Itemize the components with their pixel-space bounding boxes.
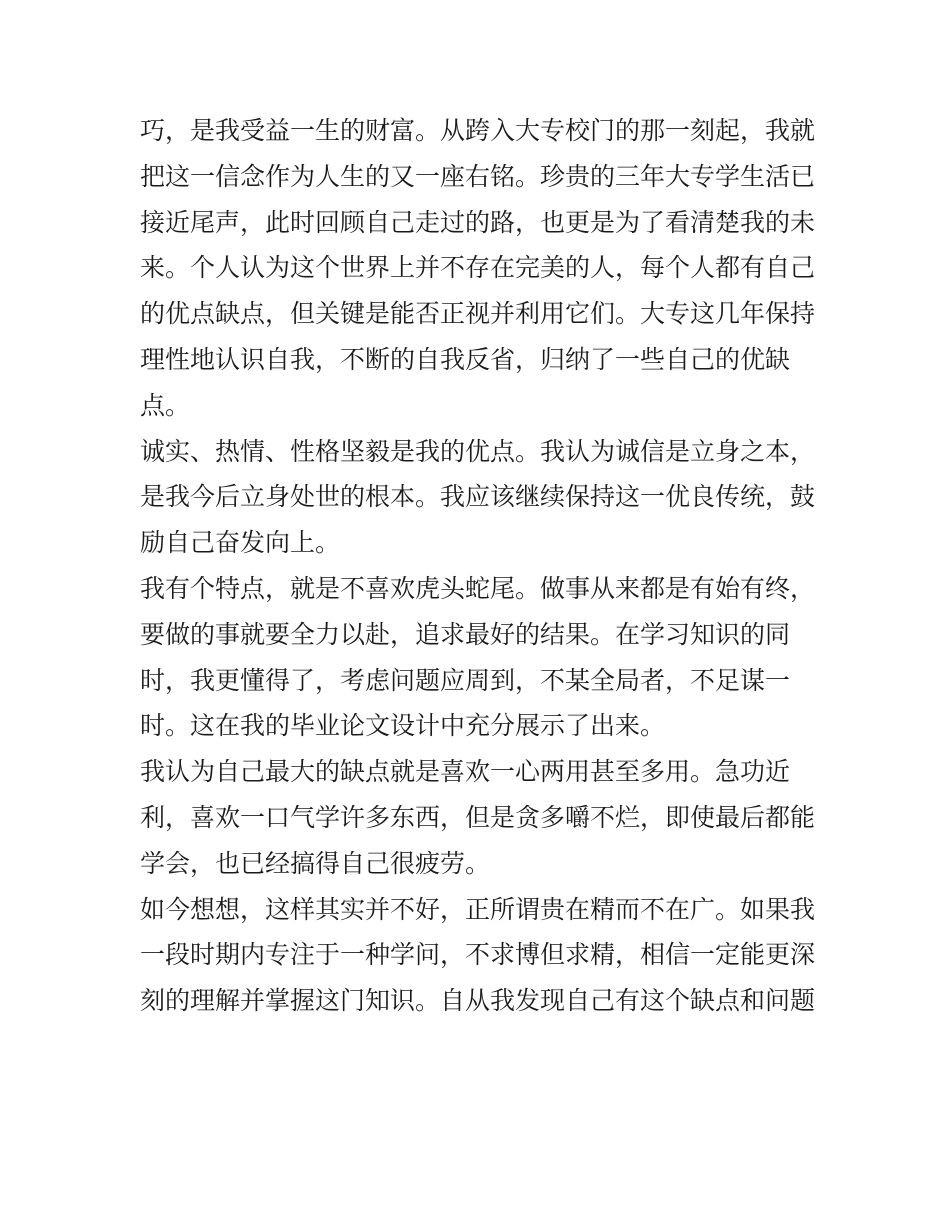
text-line: 我有个特点，就是不喜欢虎头蛇尾。做事从来都是有始有终，	[140, 573, 816, 603]
text-line: 要做的事就要全力以赴，追求最好的结果。在学习知识的同	[140, 619, 791, 649]
text-line: 利，喜欢一口气学许多东西，但是贪多嚼不烂，即使最后都能	[140, 802, 816, 832]
text-line: 时。这在我的毕业论文设计中充分展示了出来。	[140, 711, 666, 741]
text-line: 一段时期内专注于一种学问，不求博但求精，相信一定能更深	[140, 940, 816, 970]
text-line: 励自己奋发向上。	[140, 528, 341, 558]
text-line: 我认为自己最大的缺点就是喜欢一心两用甚至多用。急功近	[140, 757, 791, 787]
text-line: 接近尾声，此时回顾自己走过的路，也更是为了看清楚我的未	[140, 207, 816, 237]
text-line: 时，我更懂得了，考虑问题应周到，不某全局者，不足谋一	[140, 665, 791, 695]
text-line: 刻的理解并掌握这门知识。自从我发现自己有这个缺点和问题	[140, 986, 816, 1016]
text-line: 点。	[140, 390, 191, 420]
text-line: 的优点缺点，但关键是能否正视并利用它们。大专这几年保持	[140, 299, 816, 329]
text-line: 来。个人认为这个世界上并不存在完美的人，每个人都有自己	[140, 253, 816, 283]
text-line: 诚实、热情、性格坚毅是我的优点。我认为诚信是立身之本，	[140, 436, 816, 466]
text-line: 是我今后立身处世的根本。我应该继续保持这一优良传统，鼓	[140, 482, 816, 512]
text-line: 学会，也已经搞得自己很疲劳。	[140, 848, 491, 878]
document-body	[140, 108, 820, 1024]
text-line: 理性地认识自我，不断的自我反省，归纳了一些自己的优缺	[140, 344, 791, 374]
text-line: 如今想想，这样其实并不好，正所谓贵在精而不在广。如果我	[140, 894, 816, 924]
text-line: 巧，是我受益一生的财富。从跨入大专校门的那一刻起，我就	[140, 116, 816, 145]
text-line: 把这一信念作为人生的又一座右铭。珍贵的三年大专学生活已	[140, 161, 816, 191]
